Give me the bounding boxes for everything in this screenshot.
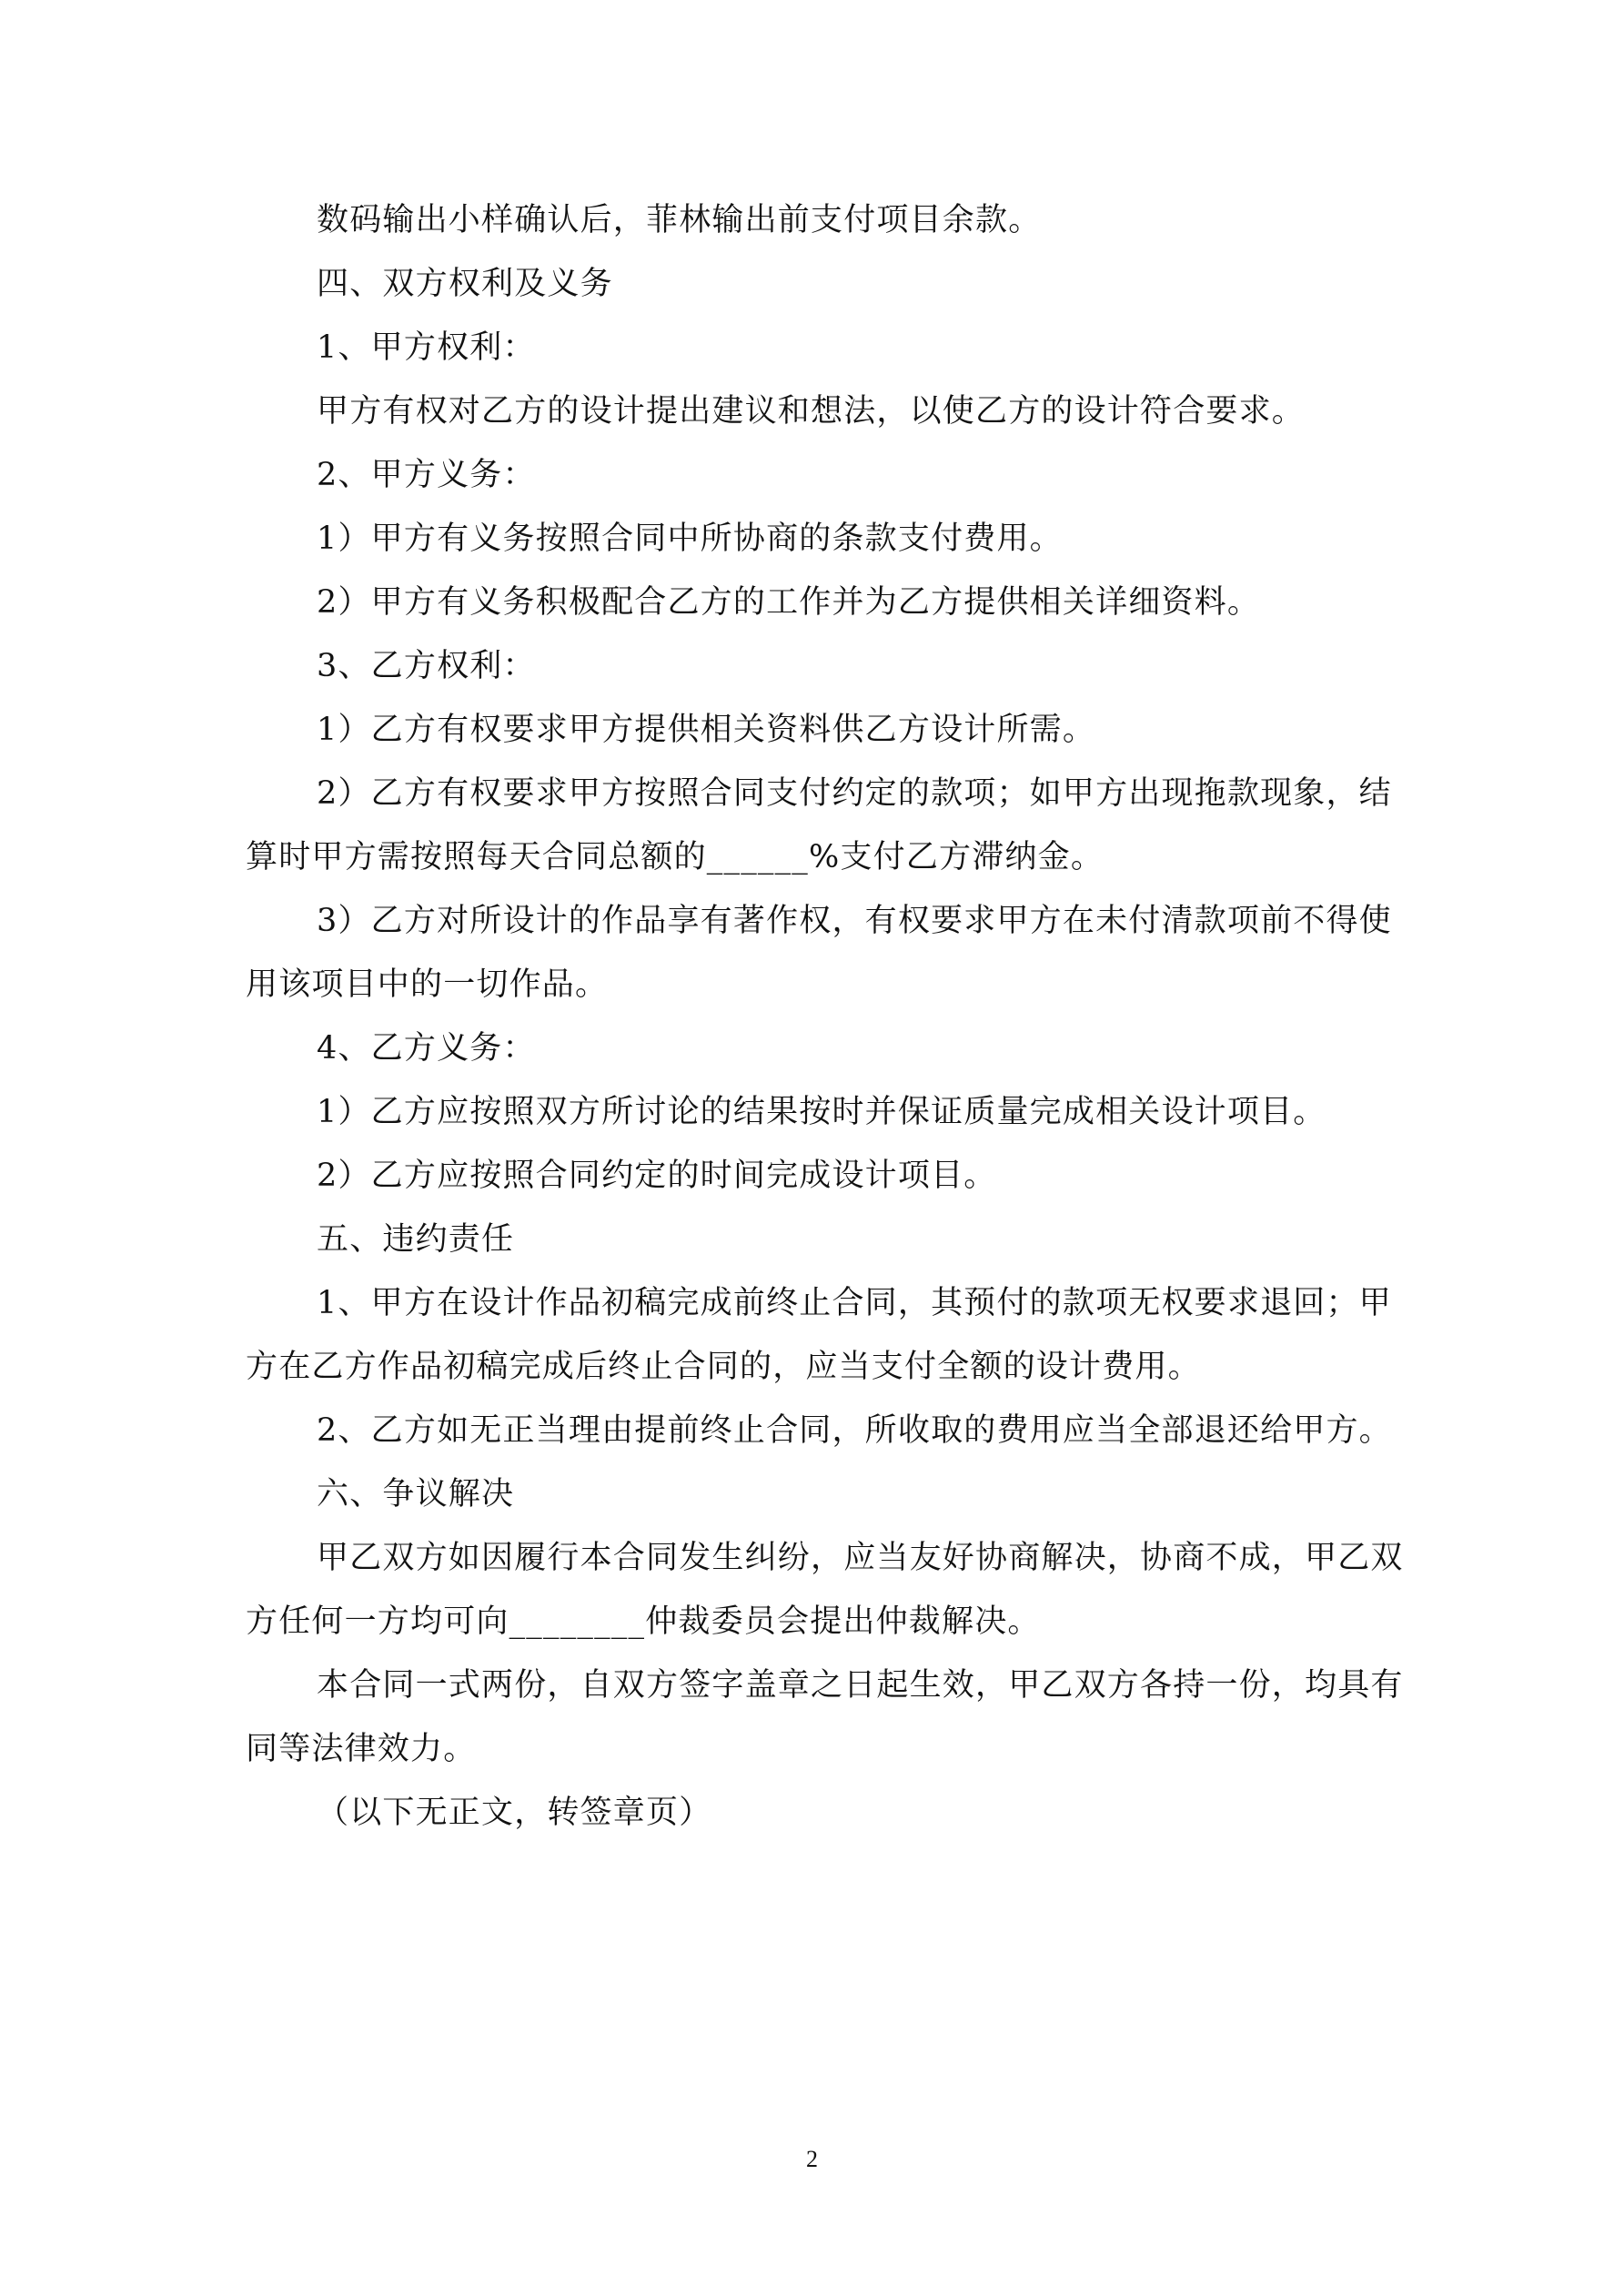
sub-heading xyxy=(246,329,1392,366)
text-line: 1）甲方有义务按照合同中所协商的条款支付费用。 xyxy=(317,521,1063,557)
list-item xyxy=(246,775,1392,875)
text-line: 四、双方权利及义务 xyxy=(317,266,613,302)
text-line: 1、甲方权利： xyxy=(317,329,536,366)
text-line: 3）乙方对所设计的作品享有著作权，有权要求甲方在未付清款项前不得使 xyxy=(317,903,1392,939)
text-line: 3、乙方权利： xyxy=(317,648,536,684)
section-heading xyxy=(246,268,1392,300)
text-line: 本合同一式两份，自双方签字盖章之日起生效，甲乙双方各持一份，均具有 xyxy=(317,1667,1404,1704)
text-line: 甲乙双方如因履行本合同发生纠纷，应当友好协商解决，协商不成，甲乙双 xyxy=(317,1540,1404,1576)
text-line: 甲方有权对乙方的设计提出建议和想法，以使乙方的设计符合要求。 xyxy=(317,393,1306,430)
sub-heading xyxy=(246,1030,1392,1067)
section-heading xyxy=(246,1476,1392,1512)
paragraph xyxy=(246,1540,1404,1640)
list-item xyxy=(246,1285,1392,1385)
text-line: 2）甲方有义务积极配合乙方的工作并为乙方提供相关详细资料。 xyxy=(317,584,1261,621)
text-line: 1）乙方有权要求甲方提供相关资料供乙方设计所需。 xyxy=(317,712,1096,748)
text-line: 五、违约责任 xyxy=(317,1221,515,1258)
text-line: 2、乙方如无正当理由提前终止合同，所收取的费用应当全部退还给甲方。 xyxy=(317,1412,1392,1449)
text-line: 数码输出小样确认后，菲林输出前支付项目余款。 xyxy=(317,202,1042,238)
document-body xyxy=(246,202,1404,1861)
page-number: 2 xyxy=(806,2146,818,2172)
list-item xyxy=(246,714,1392,746)
text-line: 用该项目中的一切作品。 xyxy=(246,966,609,1003)
list-item xyxy=(246,523,1392,555)
text-line: 2、甲方义务： xyxy=(317,457,536,493)
sub-heading xyxy=(246,457,1392,493)
text-line: （以下无正文，转签章页） xyxy=(317,1795,712,1831)
list-item xyxy=(246,584,1392,621)
text-line: 1）乙方应按照双方所讨论的结果按时并保证质量完成相关设计项目。 xyxy=(317,1094,1326,1130)
text-line: 同等法律效力。 xyxy=(246,1731,477,1767)
text-line: 算时甲方需按照每天合同总额的______%支付乙方滞纳金。 xyxy=(246,839,1105,875)
list-item xyxy=(246,1160,1392,1192)
text-line: 2）乙方有权要求甲方按照合同支付约定的款项；如甲方出现拖款现象，结 xyxy=(317,775,1392,812)
paragraph xyxy=(246,393,1392,430)
text-line: 六、争议解决 xyxy=(317,1476,515,1512)
list-item xyxy=(246,1412,1392,1449)
text-line: 方任何一方均可向________仲裁委员会提出仲裁解决。 xyxy=(246,1603,1041,1640)
text-line: 2）乙方应按照合同约定的时间完成设计项目。 xyxy=(317,1158,997,1194)
closing-note xyxy=(246,1797,1392,1829)
section-heading xyxy=(246,1221,1392,1258)
paragraph xyxy=(246,1667,1404,1767)
list-item xyxy=(246,1094,1392,1130)
sub-heading xyxy=(246,648,1392,684)
text-line: 1、甲方在设计作品初稿完成前终止合同，其预付的款项无权要求退回；甲 xyxy=(317,1285,1392,1321)
list-item xyxy=(246,905,1392,1001)
text-line: 4、乙方义务： xyxy=(317,1030,536,1067)
paragraph xyxy=(246,202,1392,238)
text-line: 方在乙方作品初稿完成后终止合同的，应当支付全额的设计费用。 xyxy=(246,1349,1201,1385)
